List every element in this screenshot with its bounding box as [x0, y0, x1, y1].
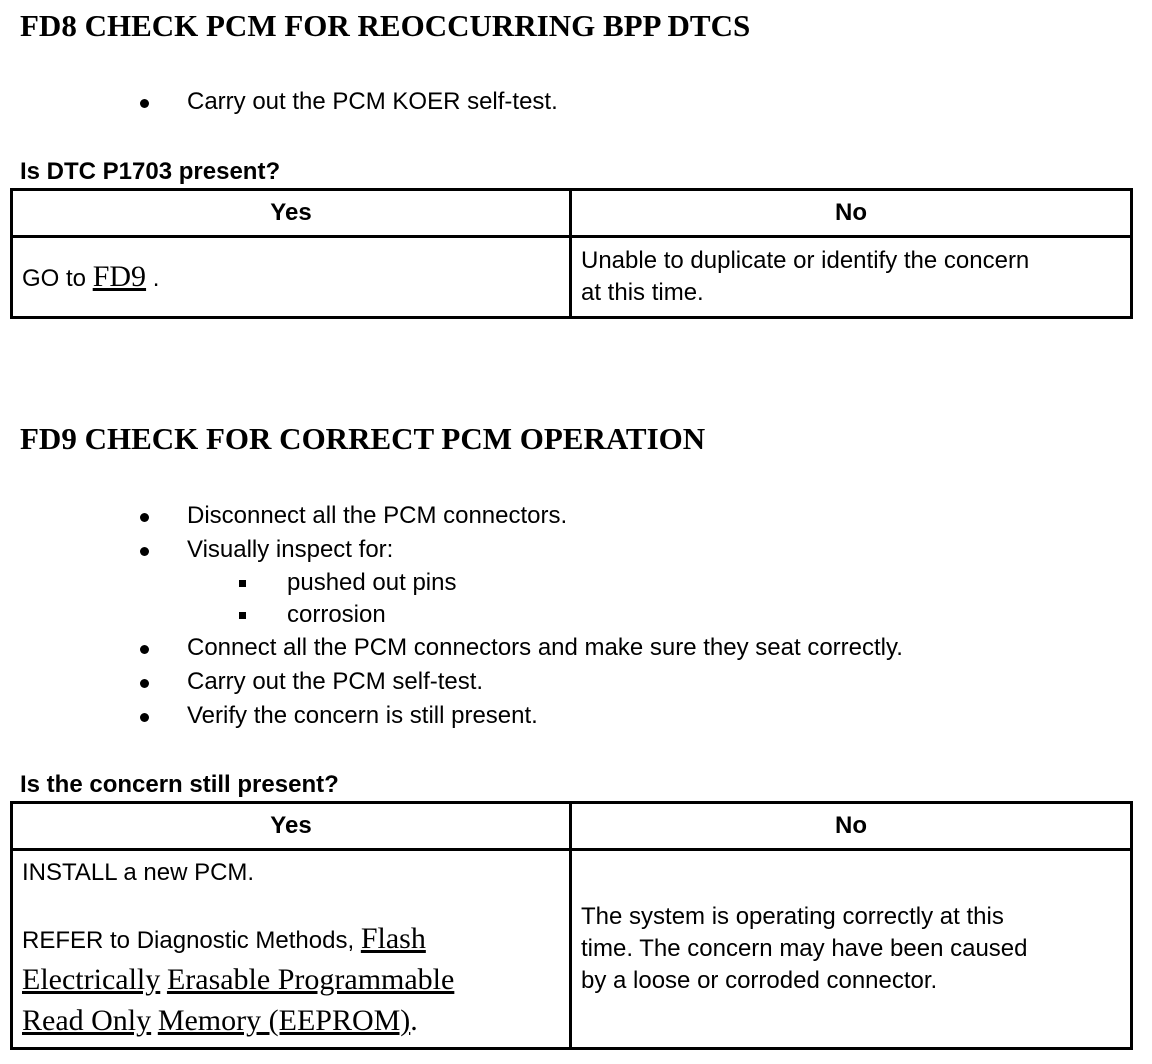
yes-cell: [12, 237, 571, 318]
yes-header: Yes: [12, 803, 571, 850]
eeprom-link-flash[interactable]: Flash: [360, 922, 426, 955]
bullet-icon: [140, 713, 149, 722]
square-bullet-icon: [239, 580, 246, 587]
yes-header: Yes: [12, 190, 571, 237]
fd8-decision-table: [10, 188, 1133, 319]
fd8-heading: FD8 CHECK PCM FOR REOCCURRING BPP DTCS: [20, 8, 751, 43]
bullet-icon: [140, 547, 149, 556]
table-row: [12, 850, 1132, 1049]
bullet-icon: [140, 99, 149, 108]
bullet-icon: [140, 513, 149, 522]
fd9-heading: FD9 CHECK FOR CORRECT PCM OPERATION: [20, 421, 706, 456]
install-text: INSTALL a new PCM.: [22, 859, 255, 886]
table-row: [12, 237, 1132, 318]
table-header-row: [12, 803, 1132, 850]
eeprom-link-erasable[interactable]: Erasable Programmable: [166, 963, 455, 996]
no-cell: The system is operating correctly at this time. The concern may have been caused by a loose or corroded connector.: [571, 850, 1132, 1049]
square-bullet-icon: [239, 612, 246, 619]
eeprom-link-electrically[interactable]: Electrically: [22, 963, 161, 996]
table-header-row: [12, 190, 1132, 237]
yes-cell: [12, 850, 571, 1049]
fd9-link[interactable]: FD9: [92, 260, 147, 293]
fd8-question: Is DTC P1703 present?: [20, 158, 281, 185]
refer-text: REFER to Diagnostic Methods, Flash Electrically Erasable Programmable Read Only Memory (EEPROM).: [22, 922, 455, 1037]
fd9-decision-table: [10, 801, 1133, 1050]
bullet-icon: [140, 645, 149, 654]
no-cell: Unable to duplicate or identify the concern at this time.: [571, 237, 1132, 318]
eeprom-link-read-only[interactable]: Read Only: [22, 1004, 152, 1037]
yes-suffix: .: [152, 265, 160, 292]
yes-prefix: GO to: [22, 265, 87, 292]
no-header: No: [571, 190, 1132, 237]
bullet-icon: [140, 679, 149, 688]
no-header: No: [571, 803, 1132, 850]
eeprom-link-memory[interactable]: Memory (EEPROM): [157, 1004, 411, 1037]
fd9-question: Is the concern still present?: [20, 771, 339, 798]
